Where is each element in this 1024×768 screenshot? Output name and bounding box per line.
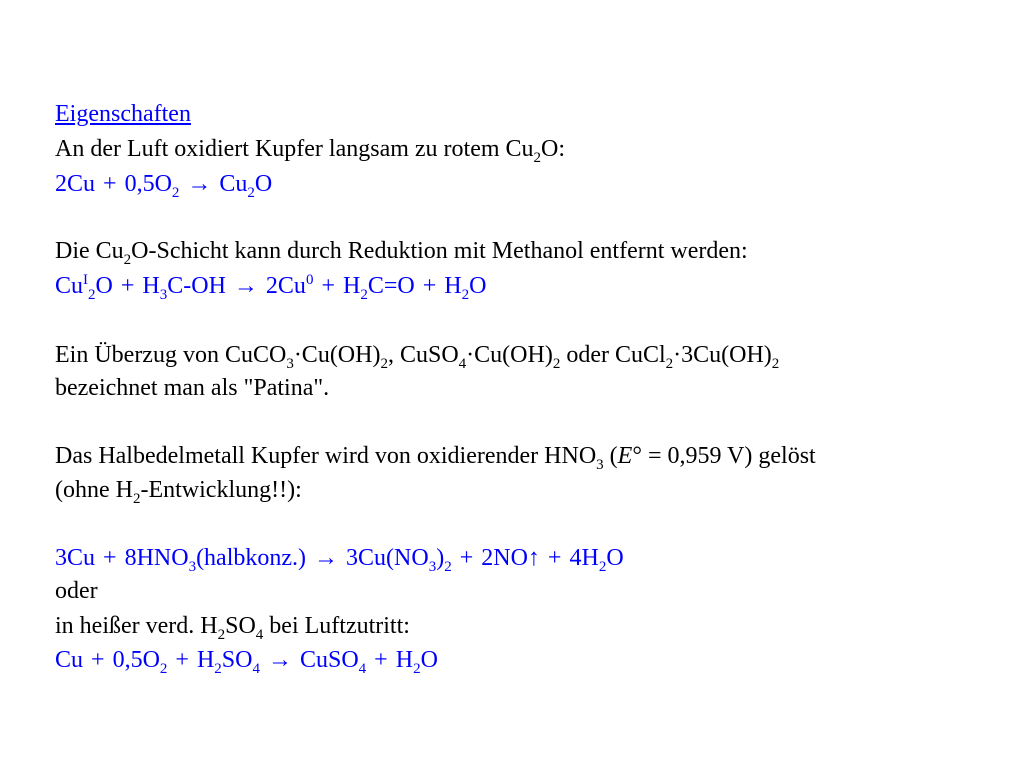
eq-term: Cu [219, 171, 248, 197]
eq-term: Cu [55, 647, 84, 673]
subscript: 2 [360, 287, 368, 303]
subscript: 2 [444, 559, 452, 575]
subscript: 4 [458, 356, 467, 372]
subscript: 3 [286, 356, 294, 372]
subscript: 2 [132, 491, 141, 507]
eq-term: H [342, 273, 361, 299]
equation-h2so4 [55, 646, 438, 677]
eq-term: O [254, 171, 273, 197]
text-part: ·3Cu(OH) [673, 342, 772, 368]
eq-arrow: → [233, 273, 258, 299]
subscript: 3 [428, 559, 437, 575]
text-hno3-dissolution [55, 442, 816, 473]
subscript: 2 [217, 627, 226, 643]
eq-operator: + [91, 647, 105, 673]
eq-term: H [444, 273, 462, 299]
text-part: ( [603, 443, 618, 469]
eq-term: SO [221, 647, 253, 673]
eq-term: CuSO [299, 647, 359, 673]
text-part: Die Cu [55, 238, 124, 264]
eq-term: 0,5O [112, 647, 160, 673]
subscript: 4 [252, 661, 260, 677]
eq-term: Cu [55, 273, 84, 299]
eq-operator: + [459, 545, 474, 571]
subscript: 2 [214, 661, 222, 677]
eq-operator: + [120, 273, 135, 299]
eq-operator: + [321, 273, 335, 299]
text-part: ° = 0,959 V) gelöst [632, 443, 816, 469]
equation-methanol-reduction [55, 272, 487, 303]
equation-cu-oxidation [55, 170, 273, 201]
eq-term: (halbkonz.) [196, 545, 307, 571]
subscript: 2 [598, 559, 607, 575]
subscript: 2 [771, 356, 780, 372]
subscript: 2 [159, 661, 168, 677]
text-h2so4 [55, 612, 410, 643]
equation-hno3 [55, 544, 624, 575]
text-no-h2 [55, 476, 302, 507]
text-part: O-Schicht kann durch Reduktion mit Methanol entfernt werden: [131, 238, 748, 264]
text-part: Ein Überzug von CuCO [55, 342, 287, 368]
eq-operator: + [547, 545, 562, 571]
eq-term: 4H [569, 545, 599, 571]
text-air-oxidation [55, 135, 566, 166]
eq-term: ) [436, 545, 445, 571]
eq-term: C-OH [167, 273, 226, 299]
subscript: 3 [159, 287, 168, 303]
subscript: 2 [533, 150, 542, 166]
subscript: 2 [665, 356, 674, 372]
text-part: Das Halbedelmetall Kupfer wird von oxidierender HNO [55, 443, 597, 469]
eq-term: 3Cu [55, 545, 96, 571]
subscript: 3 [188, 559, 197, 575]
text-part: oder CuCl [560, 342, 666, 368]
eq-term: 2NO↑ [481, 545, 540, 571]
text-part: -Entwicklung!!): [140, 477, 302, 503]
eq-term: H [196, 647, 215, 673]
text-part: in heißer verd. H [55, 613, 218, 639]
eq-arrow: → [187, 171, 212, 197]
text-oder: oder [55, 578, 98, 604]
text-patina-compounds [55, 341, 780, 372]
eq-arrow: → [267, 647, 292, 673]
subscript: 2 [247, 185, 255, 201]
eq-term: 3Cu(NO [346, 545, 429, 571]
text-part: ·Cu(OH) [466, 342, 553, 368]
eq-term: H [142, 273, 160, 299]
text-part: bei Luftzutritt: [263, 613, 410, 639]
eq-term: 2Cu [55, 171, 96, 197]
eq-term: H [395, 647, 414, 673]
text-reduction [55, 237, 748, 268]
eq-term: O [420, 647, 438, 673]
eq-operator: + [422, 273, 437, 299]
eq-term: 0,5O [124, 171, 172, 197]
superscript: I [83, 272, 89, 288]
subscript: 2 [88, 287, 96, 303]
eq-operator: + [103, 545, 117, 571]
eq-arrow: → [314, 545, 339, 571]
eq-term: C=O [367, 273, 415, 299]
subscript: 3 [596, 457, 604, 473]
superscript: 0 [305, 272, 314, 288]
subscript: 2 [380, 356, 388, 372]
eq-term: O [469, 273, 487, 299]
subscript: 2 [552, 356, 561, 372]
text-part: , CuSO [387, 342, 459, 368]
eq-term: 8HNO [124, 545, 189, 571]
subscript: 4 [255, 627, 264, 643]
text-part: ·Cu(OH) [293, 342, 381, 368]
text-patina-name: bezeichnet man als "Patina". [55, 375, 330, 401]
eq-operator: + [374, 647, 388, 673]
text-part: SO [225, 613, 256, 639]
text-part: An der Luft oxidiert Kupfer langsam zu rotem Cu [55, 136, 534, 162]
text-part: (ohne H [55, 477, 133, 503]
subscript: 2 [413, 661, 421, 677]
eq-term: O [95, 273, 113, 299]
subscript: 2 [123, 252, 132, 268]
subscript: 4 [358, 661, 367, 677]
eq-operator: + [175, 647, 189, 673]
eq-operator: + [103, 171, 117, 197]
heading-eigenschaften: Eigenschaften [55, 101, 191, 127]
potential-symbol: E [617, 443, 633, 469]
eq-term: 2Cu [265, 273, 306, 299]
text-part: O: [541, 136, 566, 162]
eq-term: O [606, 545, 624, 571]
subscript: 2 [461, 287, 470, 303]
subscript: 2 [171, 185, 180, 201]
